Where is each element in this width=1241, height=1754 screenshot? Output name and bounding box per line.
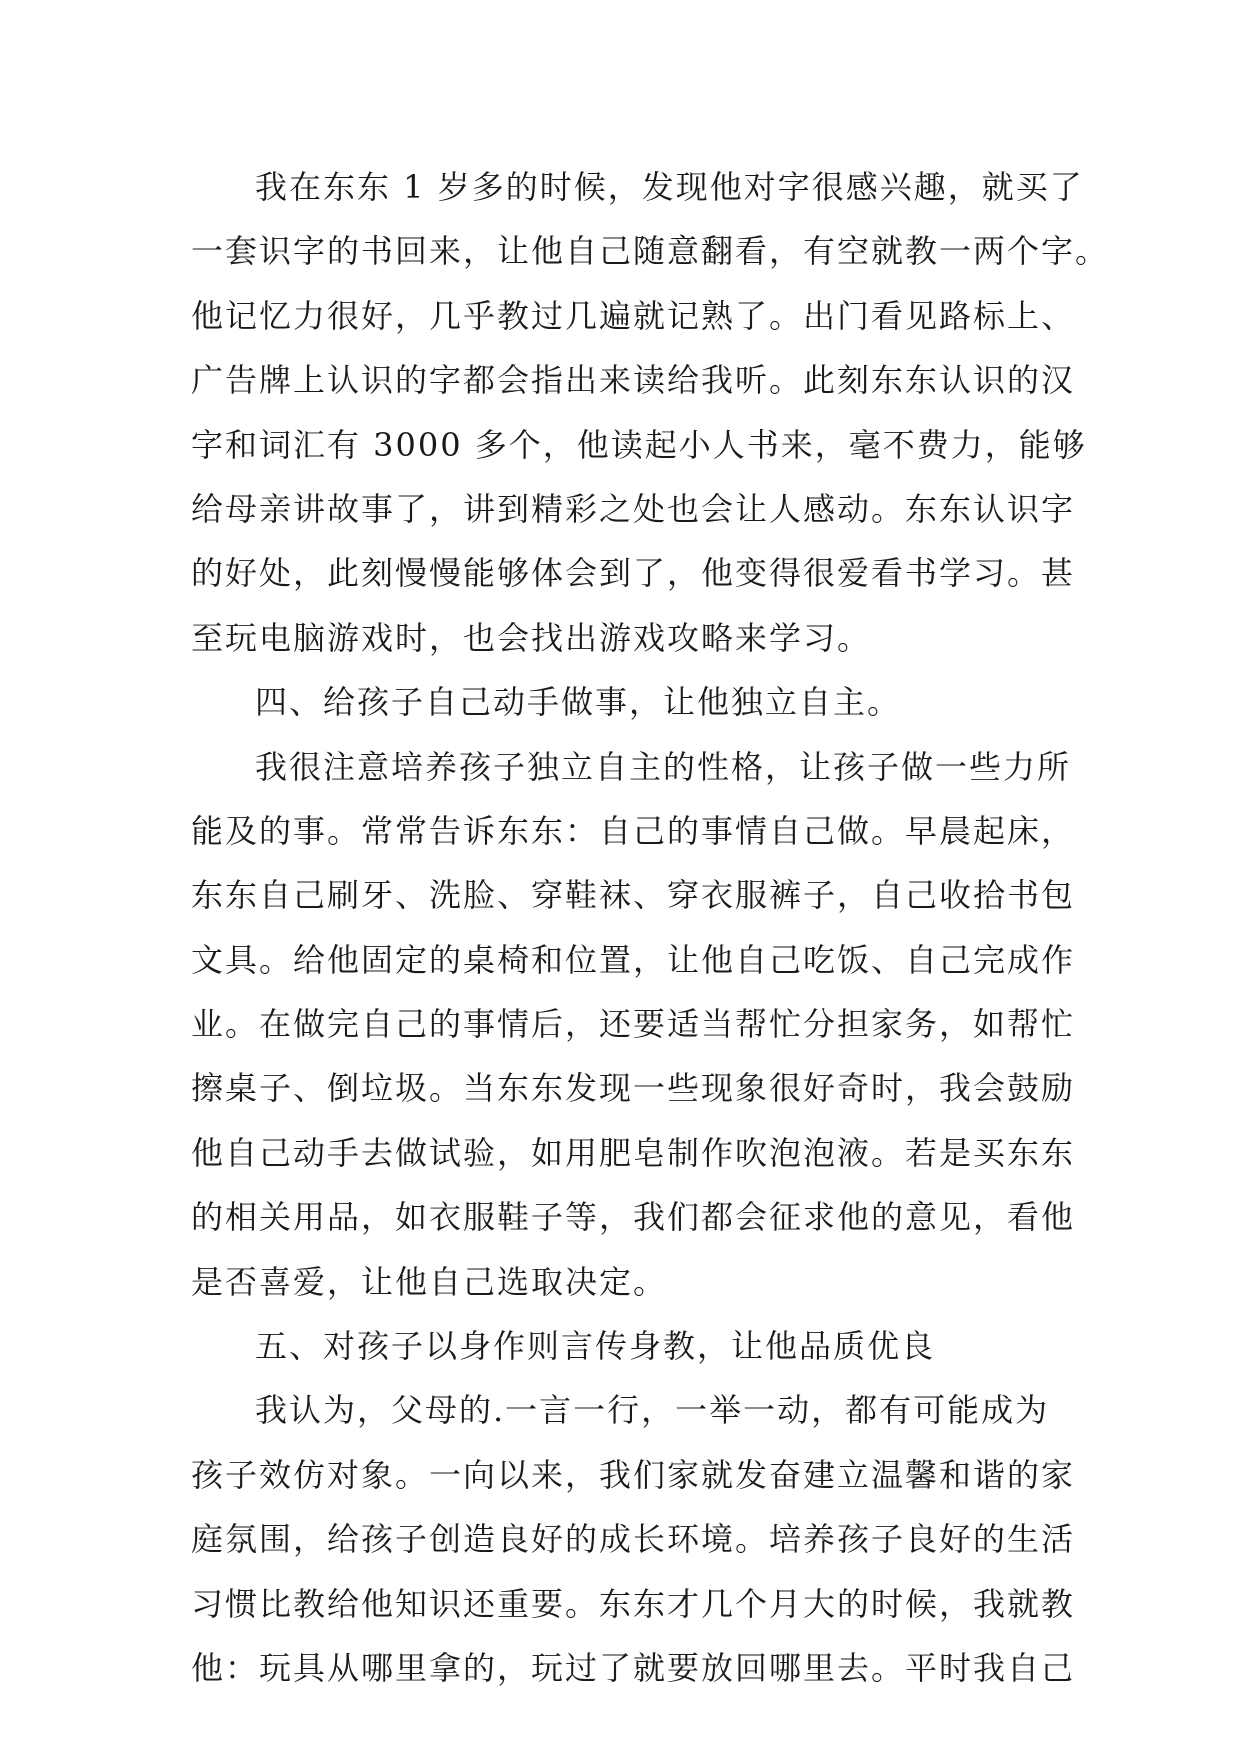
document-body bbox=[191, 155, 1110, 1700]
paragraph-line: 东东自己刷牙、洗脸、穿鞋袜、穿衣服裤子，自己收拾书包 bbox=[191, 876, 1076, 915]
section-heading-five bbox=[191, 1314, 1071, 1378]
paragraph-line: 他自己动手去做试验，如用肥皂制作吹泡泡液。若是买东东 bbox=[191, 1133, 1076, 1172]
paragraph-line: 至玩电脑游戏时，也会找出游戏攻略来学习。 bbox=[191, 618, 872, 657]
paragraph-line: 我很注意培养孩子独立自主的性格，让孩子做一些力所 bbox=[255, 747, 1072, 786]
paragraph-line: 的相关用品，如衣服鞋子等，我们都会征求他的意见，看他 bbox=[191, 1198, 1076, 1237]
paragraph-line: 是否喜爱，让他自己选取决定。 bbox=[191, 1262, 668, 1301]
paragraph-line: 他记忆力很好，几乎教过几遍就记熟了。出门看见路标上、 bbox=[191, 296, 1076, 335]
paragraph-line: 习惯比教给他知识还重要。东东才几个月大的时候，我就教 bbox=[191, 1584, 1076, 1623]
paragraph-line: 字和词汇有 3000 多个，他读起小人书来，毫不费力，能够 bbox=[191, 425, 1087, 464]
paragraph-line: 庭氛围，给孩子创造良好的成长环境。培养孩子良好的生活 bbox=[191, 1520, 1076, 1559]
paragraph-line: 的好处，此刻慢慢能够体会到了，他变得很爱看书学习。甚 bbox=[191, 554, 1076, 593]
paragraph-independence bbox=[191, 735, 1076, 1315]
section-heading-line: 四、给孩子自己动手做事，让他独立自主。 bbox=[255, 683, 902, 722]
section-heading-four bbox=[191, 670, 1071, 734]
paragraph-line: 业。在做完自己的事情后，还要适当帮忙分担家务，如帮忙 bbox=[191, 1005, 1076, 1044]
paragraph-line: 我认为，父母的.一言一行，一举一动，都有可能成为 bbox=[255, 1391, 1050, 1430]
paragraph-line: 文具。给他固定的桌椅和位置，让他自己吃饭、自己完成作 bbox=[191, 940, 1076, 979]
paragraph-line: 一套识字的书回来，让他自己随意翻看，有空就教一两个字。 bbox=[191, 232, 1110, 271]
paragraph-example bbox=[191, 1378, 1076, 1700]
section-heading-line: 五、对孩子以身作则言传身教，让他品质优良 bbox=[255, 1327, 936, 1366]
paragraph-line: 广告牌上认识的字都会指出来读给我听。此刻东东认识的汉 bbox=[191, 361, 1076, 400]
paragraph-line: 他：玩具从哪里拿的，玩过了就要放回哪里去。平时我自己 bbox=[191, 1648, 1076, 1687]
paragraph-line: 孩子效仿对象。一向以来，我们家就发奋建立温馨和谐的家 bbox=[191, 1455, 1076, 1494]
paragraph-line: 擦桌子、倒垃圾。当东东发现一些现象很好奇时，我会鼓励 bbox=[191, 1069, 1076, 1108]
paragraph-line: 给母亲讲故事了，讲到精彩之处也会让人感动。东东认识字 bbox=[191, 489, 1076, 528]
paragraph-line: 能及的事。常常告诉东东：自己的事情自己做。早晨起床， bbox=[191, 811, 1076, 850]
paragraph-reading bbox=[191, 155, 1110, 670]
paragraph-line: 我在东东 1 岁多的时候，发现他对字很感兴趣，就买了 bbox=[255, 168, 1084, 206]
